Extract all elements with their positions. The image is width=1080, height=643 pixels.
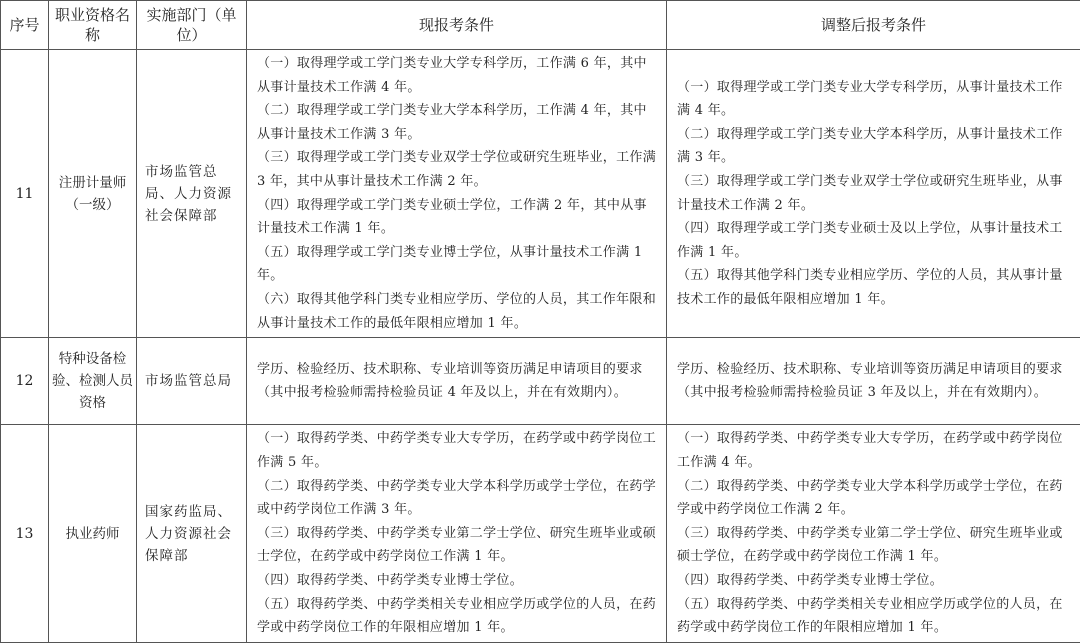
condition-item: （一）取得理学或工学门类专业大学专科学历，工作满 6 年，其中从事计量技术工作满 4 年。 xyxy=(257,56,647,95)
condition-item: （三）取得药学类、中药学类专业第二学士学位、研究生班毕业或硕士学位，在药学或中药学岗位工作满 1 年。 xyxy=(257,525,657,565)
header-idx: 序号 xyxy=(1,1,49,50)
row-dept: 国家药监局、人力资源社会保障部 xyxy=(137,425,247,643)
condition-item: 学历、检验经历、技术职称、专业培训等资历满足申请项目的要求（其中报考检验师需持检验员证 4 年及以上，并在有效期内）。 xyxy=(257,361,643,401)
condition-item: （三）取得理学或工学门类专业双学士学位或研究生班毕业，工作满 3 年，其中从事计量技术工作满 2 年。 xyxy=(257,150,657,189)
row-current-conditions xyxy=(247,50,667,338)
condition-item: （二）取得药学类、中药学类专业大学本科学历或学士学位，在药学或中药学岗位工作满 2 年。 xyxy=(677,478,1063,518)
table-row xyxy=(1,50,1080,338)
condition-item: （四）取得理学或工学门类专业硕士及以上学位，从事计量技术工作满 1 年。 xyxy=(677,221,1063,260)
table-row xyxy=(1,338,1080,425)
header-current: 现报考条件 xyxy=(247,1,667,50)
header-name: 职业资格名称 xyxy=(49,1,137,50)
row-current-conditions xyxy=(247,338,667,425)
condition-item: （四）取得药学类、中药学类专业博士学位。 xyxy=(257,573,524,589)
row-idx: 13 xyxy=(1,425,49,643)
row-dept: 市场监管总局 xyxy=(137,338,247,425)
condition-item: （五）取得理学或工学门类专业博士学位，从事计量技术工作满 1 年。 xyxy=(257,244,643,284)
header-adjusted: 调整后报考条件 xyxy=(667,1,1080,50)
condition-item: （一）取得药学类、中药学类专业大专学历，在药学或中药学岗位工作满 4 年。 xyxy=(677,431,1063,471)
row-name: 特种设备检验、检测人员资格 xyxy=(49,338,137,425)
row-adjusted-conditions xyxy=(667,50,1080,338)
row-name: 注册计量师（一级） xyxy=(49,50,137,338)
condition-item: （三）取得理学或工学门类专业双学士学位或研究生班毕业，从事计量技术工作满 2 年。 xyxy=(677,173,1063,213)
condition-item: （五）取得药学类、中药学类相关专业相应学历或学位的人员，在药学或中药学岗位工作的年限相应增加 1 年。 xyxy=(257,596,657,636)
condition-item: （二）取得理学或工学门类专业大学本科学历，工作满 4 年，其中从事计量技术工作满 3 年。 xyxy=(257,103,647,142)
condition-item: （五）取得药学类、中药学类相关专业相应学历或学位的人员，在药学或中药学岗位工作的年限相应增加 1 年。 xyxy=(677,596,1063,636)
row-idx: 11 xyxy=(1,50,49,338)
condition-item: （三）取得药学类、中药学类专业第二学士学位、研究生班毕业或硕士学位，在药学或中药学岗位工作满 1 年。 xyxy=(677,525,1063,565)
row-name: 执业药师 xyxy=(49,425,137,643)
row-dept: 市场监管总局、人力资源社会保障部 xyxy=(137,50,247,338)
condition-item: （一）取得理学或工学门类专业大学专科学历，从事计量技术工作满 4 年。 xyxy=(677,79,1063,119)
condition-item: （一）取得药学类、中药学类专业大专学历，在药学或中药学岗位工作满 5 年。 xyxy=(257,431,657,471)
condition-item: （二）取得理学或工学门类专业大学本科学历，从事计量技术工作满 3 年。 xyxy=(677,126,1063,166)
condition-item: （四）取得药学类、中药学类专业博士学位。 xyxy=(677,573,944,589)
row-idx: 12 xyxy=(1,338,49,425)
table-row xyxy=(1,425,1080,643)
row-adjusted-conditions xyxy=(667,338,1080,425)
condition-item: （二）取得药学类、中药学类专业大学本科学历或学士学位，在药学或中药学岗位工作满 3 年。 xyxy=(257,478,657,518)
condition-item: （五）取得其他学科门类专业相应学历、学位的人员，其从事计量技术工作的最低年限相应增加 1 年。 xyxy=(677,268,1063,307)
condition-item: （六）取得其他学科门类专业相应学历、学位的人员，其工作年限和从事计量技术工作的最低年限相应增加 1 年。 xyxy=(257,291,657,331)
header-row xyxy=(1,1,1080,50)
row-current-conditions xyxy=(247,425,667,643)
condition-item: （四）取得理学或工学门类专业硕士学位，工作满 2 年，其中从事计量技术工作满 1 年。 xyxy=(257,197,647,237)
header-dept: 实施部门（单位） xyxy=(137,1,247,50)
row-adjusted-conditions xyxy=(667,425,1080,643)
condition-item: 学历、检验经历、技术职称、专业培训等资历满足申请项目的要求（其中报考检验师需持检验员证 3 年及以上，并在有效期内）。 xyxy=(677,361,1063,401)
